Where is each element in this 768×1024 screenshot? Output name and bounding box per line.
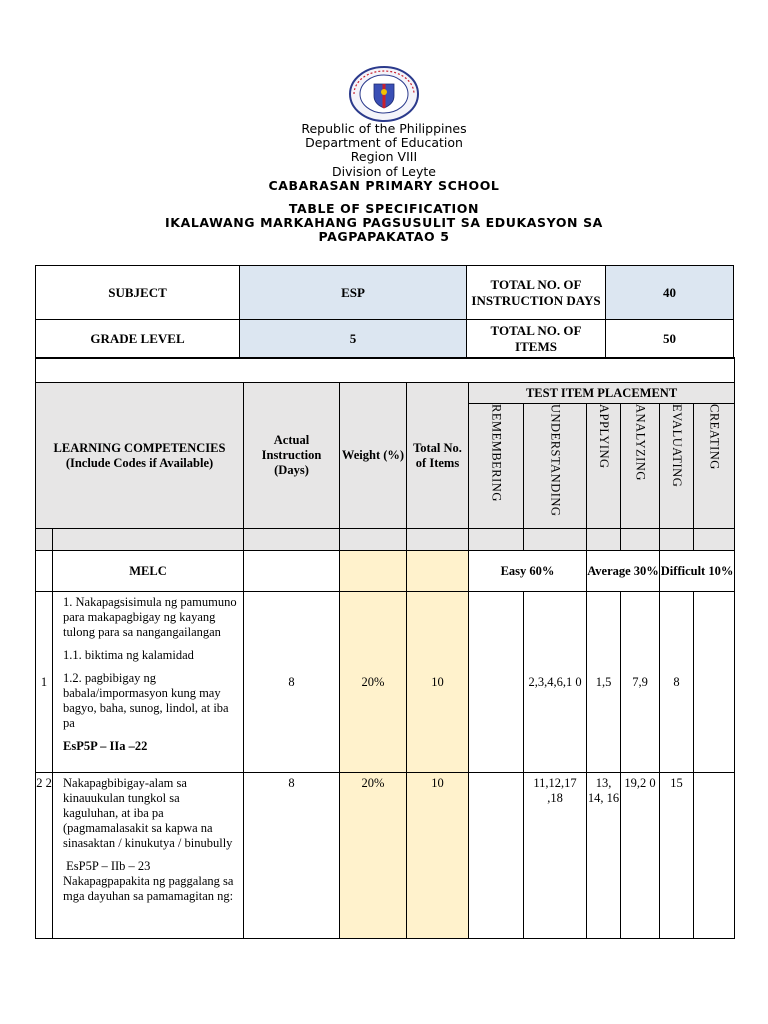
creating-items: [694, 773, 735, 939]
gray-cell: [244, 529, 340, 551]
creating-items: [694, 592, 735, 773]
gray-cell: [469, 529, 524, 551]
applying-items: 1,5: [587, 592, 621, 773]
competency-next: Nakapagpapakita ng paggalang sa mga dayuhan sa pamamagitan ng:: [63, 874, 234, 903]
test-item-placement-header: TEST ITEM PLACEMENT: [469, 383, 735, 404]
competency-code: EsP5P – IIa –22: [63, 739, 148, 753]
row-number: 1: [36, 592, 53, 773]
gray-cell: [407, 529, 469, 551]
gray-cell: [524, 529, 587, 551]
total-items-header: Total No. of Items: [407, 383, 469, 529]
items-value: 10: [407, 592, 469, 773]
header-line-republic: Republic of the Philippines: [301, 121, 467, 136]
gray-cell: [660, 529, 694, 551]
header-line-school: CABARASAN PRIMARY SCHOOL: [268, 177, 500, 193]
evaluating-items: 15: [660, 773, 694, 939]
instruction-days-value: 40: [606, 266, 734, 320]
competency-sub1: 1.1. biktima ng kalamidad: [63, 648, 194, 662]
weight-value: 20%: [340, 592, 407, 773]
melc-items-cell: [407, 551, 469, 592]
table-row: [36, 592, 735, 773]
level-remembering: REMEMBERING: [469, 404, 524, 529]
total-items-label: TOTAL NO. OF ITEMS: [467, 320, 606, 359]
melc-weight-cell: [340, 551, 407, 592]
level-understanding: UNDERSTANDING: [524, 404, 587, 529]
weight-value: 20%: [340, 773, 407, 939]
evaluating-items: 8: [660, 592, 694, 773]
difficulty-easy: Easy 60%: [469, 551, 587, 592]
remembering-items: [469, 592, 524, 773]
items-value: 10: [407, 773, 469, 939]
analyzing-items: 19,2 0: [621, 773, 660, 939]
specification-table: [35, 357, 735, 939]
difficulty-average: Average 30%: [587, 551, 660, 592]
document-title: TABLE OF SPECIFICATION: [288, 201, 480, 217]
actual-instruction-header: Actual Instruction (Days): [244, 383, 340, 529]
level-evaluating: EVALUATING: [660, 404, 694, 529]
document-subtitle-line1: IKALAWANG MARKAHANG PAGSUSULIT SA EDUKASYON SA: [165, 215, 603, 231]
instruction-days: 8: [244, 773, 340, 939]
document-subtitle-line2: PAGPAPAKATAO 5: [318, 229, 450, 245]
understanding-items: 2,3,4,6,1 0: [524, 592, 587, 773]
learning-competencies-header: LEARNING COMPETENCIES (Include Codes if Available): [36, 383, 244, 529]
header-line-region: Region VIII: [350, 149, 418, 165]
blank-row: [36, 358, 735, 383]
grade-level-label: GRADE LEVEL: [36, 320, 240, 359]
subject-value: ESP: [240, 266, 467, 320]
deped-seal-icon: [348, 66, 420, 122]
gray-cell: [53, 529, 244, 551]
gray-cell: [621, 529, 660, 551]
row-number: 2 2: [36, 773, 53, 939]
spec-table: [35, 265, 734, 359]
competency-code: EsP5P – IIb – 23: [66, 859, 151, 873]
remembering-items: [469, 773, 524, 939]
instruction-days-label: TOTAL NO. OF INSTRUCTION DAYS: [467, 266, 606, 320]
level-analyzing: ANALYZING: [621, 404, 660, 529]
difficulty-difficult: Difficult 10%: [660, 551, 735, 592]
understanding-items: 11,12,17 ,18: [524, 773, 587, 939]
competency-cell: [53, 773, 244, 939]
competency-text: 1. Nakapagsisimula ng pamumuno para makapagbigay ng kayang tulong para sa nangangailangan: [63, 595, 237, 639]
gray-cell: [587, 529, 621, 551]
level-applying: APPLYING: [587, 404, 621, 529]
gray-cell: [340, 529, 407, 551]
melc-days-cell: [244, 551, 340, 592]
document-header: [0, 122, 768, 245]
analyzing-items: 7,9: [621, 592, 660, 773]
gray-cell: [36, 529, 53, 551]
gray-cell: [694, 529, 735, 551]
grade-level-value: 5: [240, 320, 467, 359]
competency-text: Nakapagbibigay-alam sa kinauukulan tungkol sa kaguluhan, at iba pa (pagmamalasakit sa kapwa na sinasaktan / kinukutya / binubully: [63, 776, 233, 850]
instruction-days: 8: [244, 592, 340, 773]
melc-num-cell: [36, 551, 53, 592]
applying-items: 13, 14, 16: [587, 773, 621, 939]
weight-header: Weight (%): [340, 383, 407, 529]
competency-cell: [53, 592, 244, 773]
competency-sub2: 1.2. pagbibigay ng babala/impormasyon kung may bagyo, baha, sunog, lindol, at iba pa: [63, 671, 229, 730]
header-line-department: Department of Education: [305, 135, 463, 151]
header-line-division: Division of Leyte: [332, 163, 436, 179]
subject-label: SUBJECT: [36, 266, 240, 320]
level-creating: CREATING: [694, 404, 735, 529]
table-row: [36, 773, 735, 939]
melc-label: MELC: [53, 551, 244, 592]
total-items-value: 50: [606, 320, 734, 359]
